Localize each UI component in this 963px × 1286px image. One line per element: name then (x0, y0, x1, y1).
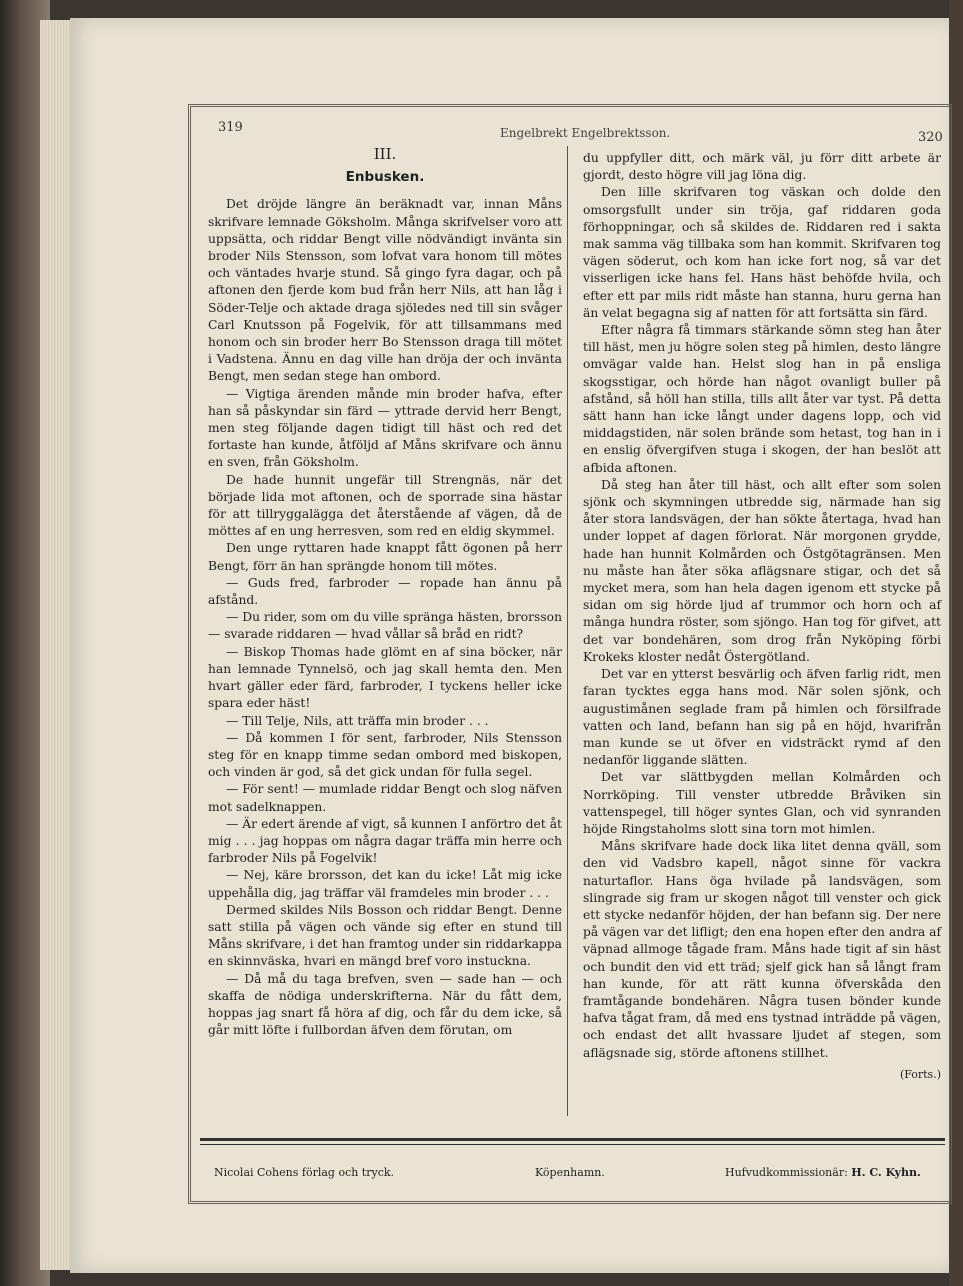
left-column (208, 146, 562, 1039)
paragraph: Efter några få timmars stärkande sömn steg han åter till häst, men ju högre solen steg på himlen, desto längre omvägar valde han. Helst slog han in på ensliga skogsstigar, och hörde han något ovanligt buller på afstånd, så höll han stilla, tills allt åter var tyst. På detta sätt hann han icke långt under dagens lopp, och vid middagstiden, när solen brände som hetast, tog han in i en enslig öfvergifven stuga i skogen, der han beslöt att afbida aftonen. (583, 323, 941, 475)
continued-note: (Forts.) (899, 1067, 941, 1081)
paragraph: — Till Telje, Nils, att träffa min broder . . . (226, 713, 489, 728)
paragraph: — Nej, käre brorsson, det kan du icke! Låt mig icke uppehålla dig, jag träffar väl framdeles min broder . . . (208, 868, 562, 900)
page-number-right: 320 (918, 130, 943, 145)
paragraph: — Vigtiga ärenden månde min broder hafva, efter han så påskyndar sin färd — yttrade dervid herr Bengt, men steg följande dagen tidigt till häst och red det fortaste han kunde, åtföljd af Måns skrifvare och ännu en sven, från Göksholm. (208, 386, 562, 470)
paragraph: Det dröjde längre än beräknadt var, innan Måns skrifvare lemnade Göksholm. Många skrifvelser voro att uppsätta, och riddar Bengt ville nödvändigt inväntа sin broder Nils Stensson, som lofvat vara honom till mötes och väntades hvarje stund. Så gingo fyra dagar, och på aftonen den fjerde kom bud från herr Nils, att han låg i Söder-Telje och aktade draga sjöledes ned till sin svåger Carl Knutsson på Fogelvik, för att tillsammans med honom och sin broder herr Bo Stensson draga till mötet i Vadstena. Ännu en dag ville han dröja der och inväntа Bengt, men sedan stege han ombord. (208, 197, 562, 384)
paragraph: — Du rider, som om du ville spränga hästen, brorsson — svarade riddaren — hvad vållar så bråd en ridt? (208, 610, 563, 642)
paragraph: du uppfyller ditt, och märk väl, ju förr ditt arbete är gjordt, desto högre vill jag löna dig. (583, 151, 941, 183)
running-title: Engelbrekt Engelbrektsson. (500, 126, 671, 140)
paragraph: — Guds fred, farbroder — ropade han ännu på afstånd. (208, 575, 562, 608)
paragraph: Dermed skildes Nils Bosson och riddar Bengt. Denne satt stilla på vägen och vände sig efter en stund till Måns skrifvare, i det han framtog under sin riddarkappa en skinnväska, hvari en mängd bref voro instuckna. (208, 902, 562, 969)
footer-city: Köpenhamn. (535, 1166, 605, 1179)
paragraph: — För sent! — mumlade riddar Bengt och slog näfven mot sadelknappen. (208, 782, 562, 814)
paragraph: — Biskop Thomas hade glömt en af sina böcker, när han lemnade Tynnelsö, och jag skall hemta den. Men hvart gäller eder färd, farbroder, I tyckens heller icke spara eder häst! (208, 644, 562, 711)
chapter-title: Enbusken. (345, 169, 425, 186)
column-divider (567, 146, 568, 1116)
chapter-number: III. (373, 145, 397, 163)
paragraph: — Då må du taga brefven, sven — sade han — och skaffa de nödiga underskrifterna. När du fått dem, hoppas jag snart få höra af dig, och får du dem icke, så går mitt löfte i fullbordan äfven dem förutan, om (208, 971, 562, 1038)
paragraph: Då steg han åter till häst, och allt efter som solen sjönk och skymningen utbredde sig, närmade han sig åter stora landsvägen, der han sökte återtaga, hvad han under loppet af dagen förlorat. När morgonen grydde, hade han hunnit Kolmården och Östgötagränsen. Men nu måste han åter söka aflägsnare stigar, och det så mycket mera, som han hela dagen igenom ett stycke på sidan om sig hörde ljud af trummor och horn och af många hundra röster, som sjöngo. Han tog för gifvet, att det var bondehären, som drog från Nyköping förbi Krokeks kloster nedåt Östergötland. (583, 477, 941, 664)
paragraph: Måns skrifvare hade dock lika litet denna qväll, som den vid Vadsbro kapell, något sinne för vackra naturtaflor. Hans öga hvilade på landsvägen, som slingrade sig fram ur skogen något till venster och gick ett stycke nedanför höjden, der han befann sig. Der nere på vägen var det lifligt; den ena hopen efter den andra af väpnad allmoge tågade fram. Måns hade tigit af sin häst och bundit den vid ett träd; sjelf gick han så långt fram han kunde, för att rätt kunna öfverskåda den framtågande bondehären. Några tusen bönder kunde hafva tågat fram, då med ens tystnad inträdde på vägen, och endast det allt hvassare ljudet af stegen, som aflägsnade sig, störde aftonens stillhet. (583, 839, 941, 1060)
right-column (583, 150, 941, 1083)
footer-publisher: Nicolai Cohens förlag och tryck. (214, 1166, 395, 1179)
footer-commissioner (725, 1166, 921, 1179)
paragraph: Den lille skrifvaren tog väskan och dolde den omsorgsfullt under sin tröja, gaf riddaren goda förhoppningar, och så skildes de. Riddaren red i sakta mak samma väg tillbaka som han kommit. Skrifvaren tog vägen söderut, och kom han icke fort nog, så var det visserligen icke hans fel. Hans häst behöfde hvila, och efter ett par mils ridt måste han stanna, huru gerna han än velat begagna sig af natten för att fortsätta sin färd. (583, 185, 941, 320)
paragraph: Den unge ryttaren hade knappt fått ögonen på herr Bengt, förr än han sprängde honom till mötes. (208, 541, 562, 573)
paragraph: De hade hunnit ungefär till Strengnäs, när det började lida mot aftonen, och de sporrade sina hästar för att tillryggalägga det återstående af vägen, då de möttes af en ung herresven, som red en eldig skymmel. (208, 472, 562, 539)
paragraph: — Är edert ärende af vigt, så kunnen I anförtro det åt mig . . . jag hoppas om några dagar träffa min herre och farbroder Nils på Fogelvik! (208, 816, 562, 866)
paragraph: Det var slättbygden mellan Kolmården och Norrköping. Till venster utbredde Bråviken sin vattenspegel, till höger syntes Glan, och vid synranden höjde Ringstaholms slott sina torn mot himlen. (583, 770, 941, 836)
footer-rule-thin (200, 1144, 945, 1145)
paragraph: — Då kommen I för sent, farbroder, Nils Stensson steg för en knapp timme sedan ombord med biskopen, och vinden är god, så det gick undan för fulla segel. (208, 730, 562, 780)
footer-commissioner-name: H. C. Kyhn. (851, 1166, 921, 1179)
footer-commissioner-label: Hufvudkommissionär: (725, 1166, 848, 1179)
page-number-left: 319 (218, 120, 243, 135)
footer-rule-thick (200, 1138, 945, 1141)
paragraph: Det var en ytterst besvärlig och äfven farlig ridt, men faran tycktes egga hans mod. När solen sjönk, och augustimånen seglade fram på himlen och försilfrade vatten och land, befann han sig på en höjd, hvarifrån man kunde se ut öfver en vidsträckt rymd af den nedanför liggande slätten. (583, 667, 941, 768)
